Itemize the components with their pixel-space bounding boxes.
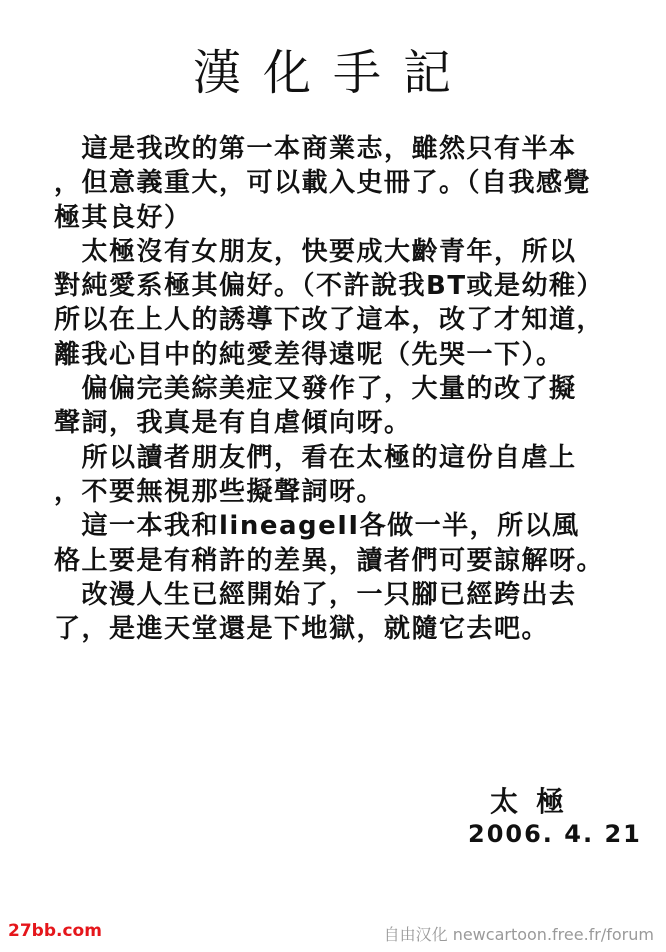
text-line: 這是我改的第一本商業志，雖然只有半本 [54, 134, 577, 164]
text-line: 太極沒有女朋友，快要成大齡青年，所以 [54, 236, 577, 267]
text-line: 偏偏完美綜美症又發作了，大量的改了擬 [54, 374, 577, 405]
note-body [54, 132, 634, 646]
text-line: 離我心目中的純愛差得遠呢（先哭一下）。 [54, 339, 564, 370]
date: 2006. 4. 21 [468, 820, 642, 848]
text-line: 所以在上人的誘導下改了這本，改了才知道， [54, 305, 605, 336]
text-line: 改漫人生已經開始了，一只腳已經跨出去 [54, 579, 577, 610]
watermark-group: 自由汉化 newcartoon.free.fr/forum [383, 925, 654, 944]
text-line: 聲詞，我真是有自虐傾向呀。 [54, 408, 412, 439]
text-line: 格上要是有稍許的差異，讀者們可要諒解呀。 [54, 545, 605, 576]
text-line: ，但意義重大，可以載入史冊了。（自我感覺 [54, 168, 592, 199]
text-line: 對純愛系極其偏好。（不許說我BT或是幼稚） [54, 271, 605, 302]
signature: 太極 [490, 785, 583, 818]
text-line: 極其良好） [54, 202, 192, 233]
text-line: 這一本我和lineageII各做一半，所以風 [54, 511, 580, 542]
page-title: 漢化手記 [192, 45, 473, 101]
text-line: 了，是進天堂還是下地獄，就隨它去吧。 [54, 614, 550, 645]
text-line: 所以讀者朋友們，看在太極的這份自虐上 [54, 442, 577, 473]
watermark-site: 27bb.com [8, 921, 102, 941]
text-line: ，不要無視那些擬聲詞呀。 [54, 476, 385, 507]
